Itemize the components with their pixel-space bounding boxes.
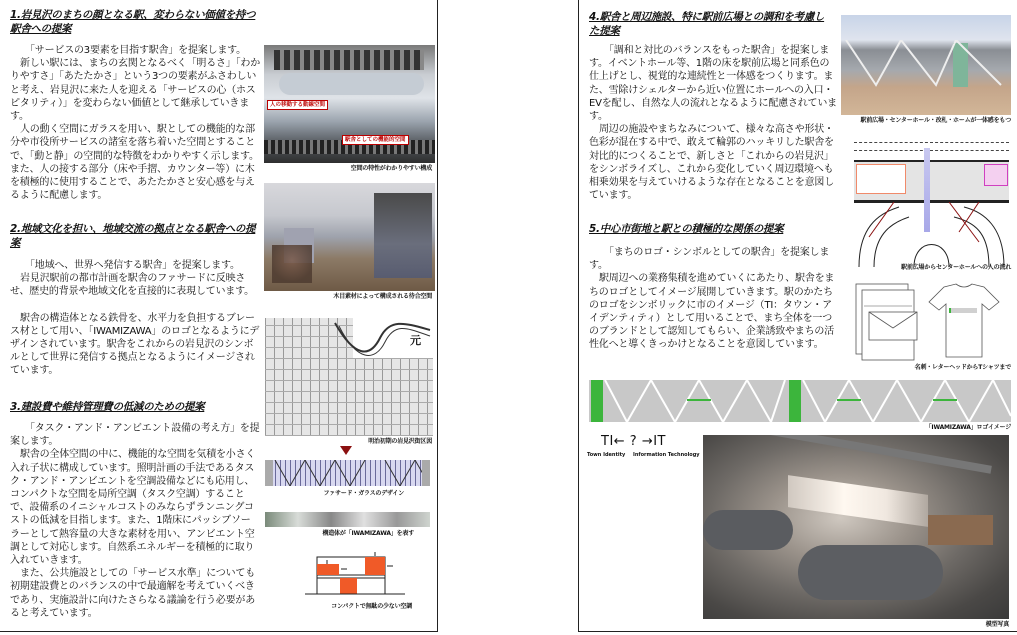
- logo-caption: 「IWAMIZAWA」ロゴイメージ: [925, 424, 1011, 431]
- section-2-paragraph: 「地域へ、世界へ発信する駅舎」を提案します。: [25, 260, 240, 271]
- section-4-paragraph: 周辺の施設やまちなみについて、様々な高さや形状・色彩が混在する中で、敢えて輪郭のハッキリした駅舎を対比的につくることで、新しさと「これからの岩見沢」をシンボライズし、これから変化していく周辺環境へも相乗効果を与えていけるような存在となることを意図しています。: [589, 124, 834, 202]
- stationery-tshirt-illustration: [854, 282, 1009, 362]
- section-4-heading: 4.駅舎と周辺施設、特に駅前広場との調和を考慮した提案: [589, 11, 825, 37]
- station-model-aerial-image: [264, 45, 435, 163]
- right-page: [578, 0, 1017, 632]
- stationery-caption: 名刺・レターヘッドからTシャツまで: [914, 364, 1011, 371]
- section-5-body: [589, 246, 837, 352]
- model-caption: 模型写真: [985, 621, 1009, 628]
- waiting-hall-render-image: [264, 183, 435, 291]
- section-4-paragraph: 「調和と対比のバランスをもった駅舎」を提案します。イベントホール等、1階の床を駅前広場と同系色の仕上げとし、視覚的な連続性と一体感をつくります。また、雪除けシェルターから近い位置にホールへの入口・EVを配し、自然な人の流れとなるように配慮されています。: [589, 45, 837, 123]
- station-plaza-render-image: [841, 15, 1011, 115]
- section-1-paragraph: 「サービスの3要素を目指す駅舎」を提案します。: [25, 45, 246, 56]
- information-technology-label: Information Technology: [633, 452, 700, 458]
- compact-hvac-diagram: [305, 552, 410, 600]
- section-3-heading: 3.建設費や維持管理費の低減のための提案: [10, 401, 205, 413]
- plan-caption: 駅前広場からセンターホールへの人の流れ: [901, 264, 1011, 271]
- interior-caption: 木目素材によって構成される待合空間: [333, 293, 432, 300]
- map-caption: 明治初期の岩見沢街区図: [368, 438, 432, 445]
- facade-glass-design-image: [265, 460, 430, 486]
- left-page: [0, 0, 438, 632]
- section-3-paragraph: 「タスク・アンド・アンビエント設備の考え方」を提案します。: [10, 423, 260, 448]
- structure-caption: 構造体が「IWAMIZAWA」を表す: [322, 530, 414, 537]
- ti-it-formula: TI← ? →IT: [601, 434, 666, 449]
- section-3-body: [10, 422, 260, 620]
- section-1-image-caption: 空間の特性がわかりやすい構成: [350, 165, 432, 172]
- section-1-paragraph: 人の動く空間にガラスを用い、駅としての機能的な部分や市役所サービスの諸室を落ち着いた空間とすることで、「動と静」の空間的な特徴をわかりやすく示します。また、人の接する部分（床や手摺、カウンター等）に木を積極的に使用することで、あたたかさと安心感を与えるように配慮します。: [10, 124, 259, 202]
- station-model-photo: [703, 435, 1009, 619]
- section-5-paragraph: 駅周辺への業務集積を進めていくにあたり、駅舎をまちのロゴとしてイメージ展開していきます。駅のかたちのロゴをシンボリックに市のイメージ（TI：タウン・アイデンティティ）として用いることで、まち全体を一つのブランドとして認知してもらい、企業誘致やまちの活性化へと導くきっかけとなることを意図しています。: [589, 273, 835, 351]
- plaza-flow-plan-image: [854, 142, 1009, 267]
- render-caption: 駅前広場・センターホール・改札・ホームが一体感をもつ: [860, 117, 1011, 124]
- map-label: 元: [410, 334, 421, 347]
- iwamizawa-logo-strip: [589, 380, 1011, 422]
- flow-space-label: 人の移動する動線空間: [267, 100, 328, 110]
- section-5-paragraph: 「まちのロゴ・シンボルとしての駅舎」を提案します。: [589, 247, 830, 272]
- structure-model-image: [265, 512, 430, 527]
- section-2-paragraph: 駅舎の構造体となる鉄骨を、水平力を負担するブレース材として用い、「IWAMIZAWA」のロゴとなるようにデザインされています。駅舎をこれからの岩見沢のシンボルとして世界に発信する拠点となるようにイメージされています。: [10, 312, 260, 377]
- hvac-diagram-caption: コンパクトで無駄の少ない空調: [331, 603, 412, 610]
- section-1-body: [10, 44, 260, 202]
- down-arrow-icon: [340, 446, 352, 455]
- section-1-heading: 1.岩見沢のまちの顔となる駅、変わらない価値を持つ駅舎への提案: [10, 9, 256, 35]
- facade-caption: ファサード・ガラスのデザイン: [323, 490, 404, 497]
- section-4-body: [589, 44, 837, 202]
- function-space-label: 駅舎としての機能的空間: [342, 135, 409, 145]
- section-2-paragraph: 岩見沢駅前の都市計画を駅舎のファサードに反映させ、歴史的背景や地域文化を直接的に表現しています。: [10, 273, 254, 298]
- town-identity-label: Town Identity: [587, 452, 626, 458]
- section-2-heading: 2.地域文化を担い、地域交流の拠点となる駅舎への提案: [10, 223, 256, 249]
- section-3-paragraph: また、公共施設としての「サービス水準」についても初期建設費とのバランスの中で最適解を考えていくべきであり、実施設計に向けたさらなる議論を行う必要があると考えています。: [10, 568, 255, 619]
- section-2-body: [10, 259, 260, 378]
- section-5-heading: 5.中心市街地と駅との積極的な関係の提案: [589, 223, 784, 235]
- section-3-paragraph: 駅舎の全体空間の中に、機能的な空間を気積を小さく入れ子状に構成しています。照明計画の手法であるタスク・アンド・アンビエントを空調設備などにも応用し、コンパクトな空間を局所空調（タスク空調）することで、設備系のイニシャルコストのみならずランニングコストの低減を目指します。また、1階床にパッシブソーラーとして熱容量の大きな素材を用い、アンビエント空調として対応します。自然系エネルギーを積極的に取り入れていきます。: [10, 449, 256, 567]
- section-1-paragraph: 新しい駅には、まちの玄関となるべく「明るさ」「わかりやすさ」「あたたかさ」という3つの要素がふさわしいと考え、岩見沢に来た人を迎える「サービスの心（ホスピタリティ）」を変わらない価値として継承していきます。: [10, 58, 260, 123]
- historic-town-map-image: [265, 318, 433, 436]
